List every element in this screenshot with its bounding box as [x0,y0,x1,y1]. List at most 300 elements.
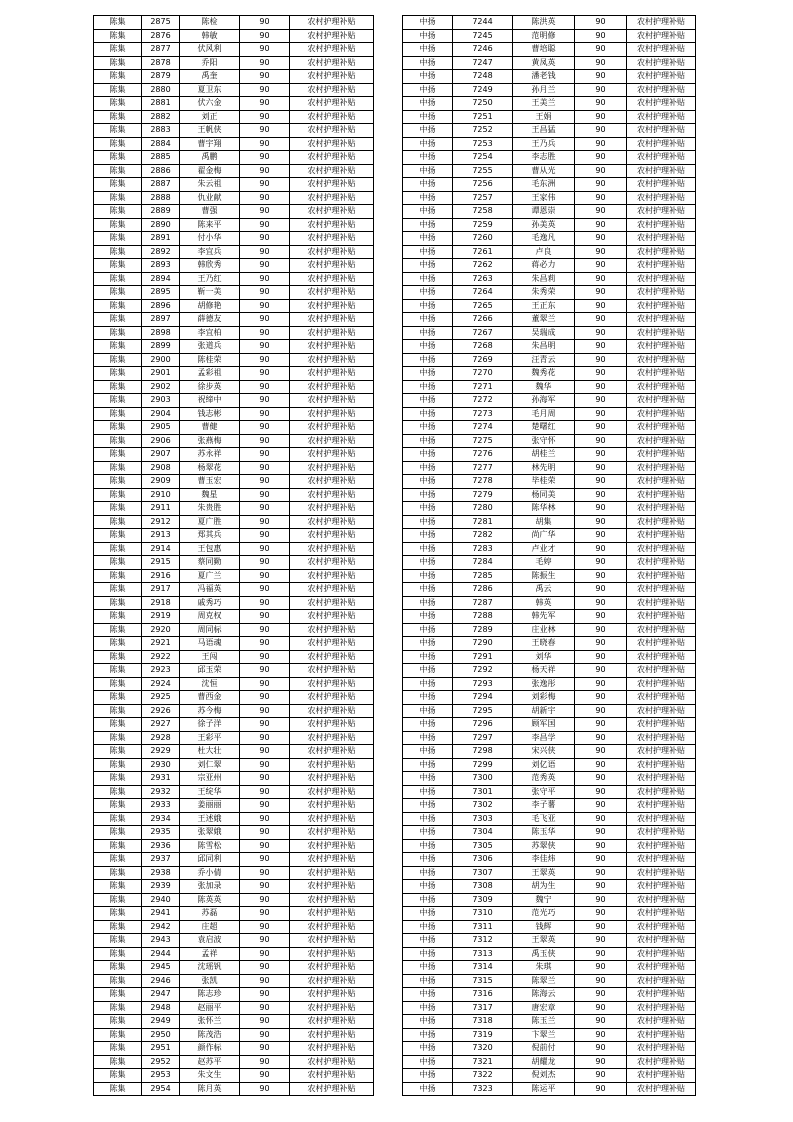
table-row [403,1015,696,1029]
amount-cell: 90 [240,407,290,421]
town-cell: 中扬 [403,461,453,475]
town-cell: 中扬 [403,232,453,246]
table-row [94,745,374,759]
type-cell: 农村护理补贴 [290,529,374,543]
type-cell: 农村护理补贴 [290,259,374,273]
table-row [403,745,696,759]
type-cell: 农村护理补贴 [290,745,374,759]
serial-cell: 2922 [142,650,180,664]
type-cell: 农村护理补贴 [290,812,374,826]
table-row [94,799,374,813]
type-cell: 农村护理补贴 [627,920,696,934]
serial-cell: 7307 [453,866,513,880]
name-cell: 张守平 [513,785,575,799]
serial-cell: 7298 [453,745,513,759]
name-cell: 张逸彤 [513,677,575,691]
amount-cell: 90 [575,637,627,651]
amount-cell: 90 [575,16,627,30]
town-cell: 陈集 [94,1082,142,1096]
name-cell: 李佳炜 [513,853,575,867]
type-cell: 农村护理补贴 [627,637,696,651]
table-row [403,394,696,408]
amount-cell: 90 [240,556,290,570]
name-cell: 禹奎 [180,70,240,84]
name-cell: 仇业献 [180,191,240,205]
town-cell: 陈集 [94,421,142,435]
type-cell: 农村护理补贴 [290,569,374,583]
name-cell: 毛月周 [513,407,575,421]
table-row [403,677,696,691]
amount-cell: 90 [240,151,290,165]
type-cell: 农村护理补贴 [290,826,374,840]
type-cell: 农村护理补贴 [290,434,374,448]
table-row [403,70,696,84]
serial-cell: 2892 [142,245,180,259]
type-cell: 农村护理补贴 [627,1015,696,1029]
amount-cell: 90 [240,691,290,705]
type-cell: 农村护理补贴 [627,826,696,840]
serial-cell: 2906 [142,434,180,448]
table-row [403,353,696,367]
table-row [94,664,374,678]
town-cell: 中扬 [403,137,453,151]
amount-cell: 90 [575,961,627,975]
type-cell: 农村护理补贴 [627,718,696,732]
name-cell: 禹鹏 [180,151,240,165]
town-cell: 中扬 [403,718,453,732]
serial-cell: 2953 [142,1069,180,1083]
amount-cell: 90 [240,367,290,381]
town-cell: 陈集 [94,367,142,381]
type-cell: 农村护理补贴 [290,1069,374,1083]
name-cell: 朱琪 [513,961,575,975]
type-cell: 农村护理补贴 [290,623,374,637]
amount-cell: 90 [575,745,627,759]
table-row [403,178,696,192]
name-cell: 胡修艳 [180,299,240,313]
table-row [94,1015,374,1029]
type-cell: 农村护理补贴 [290,1055,374,1069]
name-cell: 王昌猛 [513,124,575,138]
name-cell: 陈振生 [513,569,575,583]
table-row [94,637,374,651]
table-row [403,29,696,43]
serial-cell: 7286 [453,583,513,597]
town-cell: 陈集 [94,502,142,516]
name-cell: 李子薯 [513,799,575,813]
type-cell: 农村护理补贴 [290,718,374,732]
name-cell: 苏今梅 [180,704,240,718]
type-cell: 农村护理补贴 [290,650,374,664]
town-cell: 中扬 [403,16,453,30]
type-cell: 农村护理补贴 [627,583,696,597]
type-cell: 农村护理补贴 [627,772,696,786]
table-row [94,610,374,624]
type-cell: 农村护理补贴 [627,43,696,57]
serial-cell: 2921 [142,637,180,651]
name-cell: 杨同美 [513,488,575,502]
type-cell: 农村护理补贴 [290,299,374,313]
serial-cell: 7310 [453,907,513,921]
type-cell: 农村护理补贴 [290,191,374,205]
type-cell: 农村护理补贴 [627,812,696,826]
amount-cell: 90 [240,677,290,691]
type-cell: 农村护理补贴 [627,232,696,246]
town-cell: 中扬 [403,1082,453,1096]
town-cell: 陈集 [94,461,142,475]
amount-cell: 90 [240,178,290,192]
name-cell: 蒋必力 [513,259,575,273]
serial-cell: 2951 [142,1042,180,1056]
amount-cell: 90 [575,502,627,516]
name-cell: 朱文生 [180,1069,240,1083]
amount-cell: 90 [240,826,290,840]
town-cell: 中扬 [403,758,453,772]
amount-cell: 90 [240,299,290,313]
town-cell: 中扬 [403,1042,453,1056]
name-cell: 杨天祥 [513,664,575,678]
serial-cell: 2940 [142,893,180,907]
type-cell: 农村护理补贴 [290,758,374,772]
table-row [94,650,374,664]
serial-cell: 7251 [453,110,513,124]
table-row [94,205,374,219]
name-cell: 唐宏章 [513,1001,575,1015]
serial-cell: 2888 [142,191,180,205]
name-cell: 魏秀花 [513,367,575,381]
name-cell: 黄凤英 [513,56,575,70]
amount-cell: 90 [240,920,290,934]
type-cell: 农村护理补贴 [290,461,374,475]
serial-cell: 2908 [142,461,180,475]
town-cell: 陈集 [94,70,142,84]
name-cell: 韩敏 [180,29,240,43]
left-table-body [94,16,374,1096]
type-cell: 农村护理补贴 [290,664,374,678]
table-row [403,313,696,327]
name-cell: 王翠英 [513,934,575,948]
serial-cell: 2894 [142,272,180,286]
type-cell: 农村护理补贴 [290,853,374,867]
amount-cell: 90 [575,880,627,894]
table-row [403,650,696,664]
town-cell: 中扬 [403,448,453,462]
type-cell: 农村护理补贴 [290,880,374,894]
amount-cell: 90 [240,758,290,772]
town-cell: 陈集 [94,191,142,205]
amount-cell: 90 [240,1082,290,1096]
name-cell: 李宜柏 [180,326,240,340]
serial-cell: 7314 [453,961,513,975]
serial-cell: 2907 [142,448,180,462]
town-cell: 中扬 [403,880,453,894]
type-cell: 农村护理补贴 [290,367,374,381]
serial-cell: 2914 [142,542,180,556]
serial-cell: 2898 [142,326,180,340]
serial-cell: 2890 [142,218,180,232]
type-cell: 农村护理补贴 [290,839,374,853]
town-cell: 中扬 [403,529,453,543]
town-cell: 陈集 [94,610,142,624]
type-cell: 农村护理补贴 [627,907,696,921]
type-cell: 农村护理补贴 [627,623,696,637]
table-row [403,826,696,840]
amount-cell: 90 [575,83,627,97]
name-cell: 张道兵 [180,340,240,354]
town-cell: 中扬 [403,434,453,448]
serial-cell: 7267 [453,326,513,340]
serial-cell: 7294 [453,691,513,705]
town-cell: 中扬 [403,691,453,705]
type-cell: 农村护理补贴 [627,866,696,880]
table-row [403,218,696,232]
name-cell: 陈英英 [180,893,240,907]
serial-cell: 7258 [453,205,513,219]
serial-cell: 7247 [453,56,513,70]
amount-cell: 90 [240,785,290,799]
table-row [94,191,374,205]
serial-cell: 7269 [453,353,513,367]
amount-cell: 90 [575,43,627,57]
table-row [94,758,374,772]
name-cell: 姜丽丽 [180,799,240,813]
type-cell: 农村护理补贴 [290,83,374,97]
type-cell: 农村护理补贴 [627,421,696,435]
amount-cell: 90 [240,394,290,408]
table-row [94,839,374,853]
amount-cell: 90 [575,56,627,70]
name-cell: 朱秀荣 [513,286,575,300]
right-table-body [403,16,696,1096]
town-cell: 陈集 [94,650,142,664]
serial-cell: 2913 [142,529,180,543]
amount-cell: 90 [575,259,627,273]
name-cell: 徐子洋 [180,718,240,732]
name-cell: 倪前付 [513,1042,575,1056]
type-cell: 农村护理补贴 [290,637,374,651]
table-row [403,1042,696,1056]
serial-cell: 7284 [453,556,513,570]
type-cell: 农村护理补贴 [627,137,696,151]
name-cell: 毕桂荣 [513,475,575,489]
town-cell: 陈集 [94,623,142,637]
serial-cell: 2937 [142,853,180,867]
amount-cell: 90 [240,43,290,57]
name-cell: 吴瑞成 [513,326,575,340]
table-row [94,488,374,502]
name-cell: 魏星 [180,488,240,502]
serial-cell: 2924 [142,677,180,691]
town-cell: 陈集 [94,259,142,273]
type-cell: 农村护理补贴 [627,394,696,408]
town-cell: 中扬 [403,664,453,678]
amount-cell: 90 [240,259,290,273]
town-cell: 陈集 [94,340,142,354]
type-cell: 农村护理补贴 [627,515,696,529]
left-subsidy-table [93,15,374,1096]
name-cell: 孟祥 [180,947,240,961]
table-row [94,137,374,151]
town-cell: 陈集 [94,920,142,934]
type-cell: 农村护理补贴 [290,704,374,718]
table-row [94,475,374,489]
name-cell: 李志胜 [513,151,575,165]
amount-cell: 90 [240,286,290,300]
type-cell: 农村护理补贴 [290,110,374,124]
town-cell: 中扬 [403,299,453,313]
name-cell: 范秀英 [513,772,575,786]
town-cell: 中扬 [403,475,453,489]
town-cell: 陈集 [94,866,142,880]
serial-cell: 7320 [453,1042,513,1056]
amount-cell: 90 [575,758,627,772]
serial-cell: 7317 [453,1001,513,1015]
type-cell: 农村护理补贴 [627,259,696,273]
type-cell: 农村护理补贴 [290,488,374,502]
town-cell: 中扬 [403,394,453,408]
serial-cell: 7275 [453,434,513,448]
amount-cell: 90 [575,232,627,246]
table-row [403,1082,696,1096]
serial-cell: 2948 [142,1001,180,1015]
table-row [94,623,374,637]
type-cell: 农村护理补贴 [290,542,374,556]
town-cell: 中扬 [403,907,453,921]
table-row [94,1001,374,1015]
serial-cell: 7277 [453,461,513,475]
name-cell: 伏风利 [180,43,240,57]
town-cell: 陈集 [94,947,142,961]
name-cell: 王述娥 [180,812,240,826]
table-row [94,394,374,408]
type-cell: 农村护理补贴 [627,164,696,178]
serial-cell: 2946 [142,974,180,988]
amount-cell: 90 [240,650,290,664]
serial-cell: 2885 [142,151,180,165]
town-cell: 中扬 [403,488,453,502]
table-row [403,16,696,30]
type-cell: 农村护理补贴 [290,164,374,178]
serial-cell: 2911 [142,502,180,516]
name-cell: 蔡同勤 [180,556,240,570]
amount-cell: 90 [575,772,627,786]
type-cell: 农村护理补贴 [290,691,374,705]
town-cell: 中扬 [403,772,453,786]
town-cell: 陈集 [94,97,142,111]
table-row [94,407,374,421]
name-cell: 陈海云 [513,988,575,1002]
table-row [403,758,696,772]
table-row [94,920,374,934]
table-row [403,961,696,975]
amount-cell: 90 [575,785,627,799]
type-cell: 农村护理补贴 [290,610,374,624]
amount-cell: 90 [240,421,290,435]
amount-cell: 90 [240,1028,290,1042]
town-cell: 中扬 [403,866,453,880]
amount-cell: 90 [240,488,290,502]
name-cell: 倪刘杰 [513,1069,575,1083]
town-cell: 中扬 [403,124,453,138]
type-cell: 农村护理补贴 [290,286,374,300]
serial-cell: 7293 [453,677,513,691]
name-cell: 王娟 [513,110,575,124]
serial-cell: 2927 [142,718,180,732]
name-cell: 陈来平 [180,218,240,232]
town-cell: 中扬 [403,1069,453,1083]
town-cell: 陈集 [94,637,142,651]
table-row [94,1055,374,1069]
name-cell: 夏广胜 [180,515,240,529]
town-cell: 陈集 [94,178,142,192]
table-row [403,731,696,745]
type-cell: 农村护理补贴 [290,907,374,921]
amount-cell: 90 [575,394,627,408]
name-cell: 顾军国 [513,718,575,732]
serial-cell: 7276 [453,448,513,462]
town-cell: 陈集 [94,394,142,408]
type-cell: 农村护理补贴 [627,1042,696,1056]
amount-cell: 90 [575,313,627,327]
town-cell: 陈集 [94,272,142,286]
type-cell: 农村护理补贴 [290,947,374,961]
amount-cell: 90 [575,97,627,111]
amount-cell: 90 [575,434,627,448]
serial-cell: 2903 [142,394,180,408]
name-cell: 刘正 [180,110,240,124]
table-row [94,164,374,178]
town-cell: 中扬 [403,191,453,205]
serial-cell: 7278 [453,475,513,489]
town-cell: 陈集 [94,124,142,138]
type-cell: 农村护理补贴 [627,272,696,286]
amount-cell: 90 [575,110,627,124]
table-row [94,434,374,448]
type-cell: 农村护理补贴 [627,448,696,462]
table-row [403,97,696,111]
town-cell: 中扬 [403,43,453,57]
amount-cell: 90 [575,1028,627,1042]
table-row [94,313,374,327]
serial-cell: 7252 [453,124,513,138]
type-cell: 农村护理补贴 [627,677,696,691]
table-row [403,934,696,948]
serial-cell: 2930 [142,758,180,772]
amount-cell: 90 [575,1015,627,1029]
table-row [403,272,696,286]
serial-cell: 7283 [453,542,513,556]
town-cell: 陈集 [94,1055,142,1069]
type-cell: 农村护理补贴 [290,961,374,975]
town-cell: 陈集 [94,353,142,367]
table-row [403,326,696,340]
type-cell: 农村护理补贴 [290,920,374,934]
amount-cell: 90 [240,880,290,894]
name-cell: 禹云 [513,583,575,597]
amount-cell: 90 [240,596,290,610]
table-row [94,988,374,1002]
type-cell: 农村护理补贴 [627,542,696,556]
serial-cell: 7271 [453,380,513,394]
amount-cell: 90 [575,151,627,165]
name-cell: 胡集 [513,515,575,529]
name-cell: 薛德友 [180,313,240,327]
town-cell: 中扬 [403,178,453,192]
name-cell: 张燕梅 [180,434,240,448]
serial-cell: 2875 [142,16,180,30]
name-cell: 韩先军 [513,610,575,624]
type-cell: 农村护理补贴 [627,569,696,583]
